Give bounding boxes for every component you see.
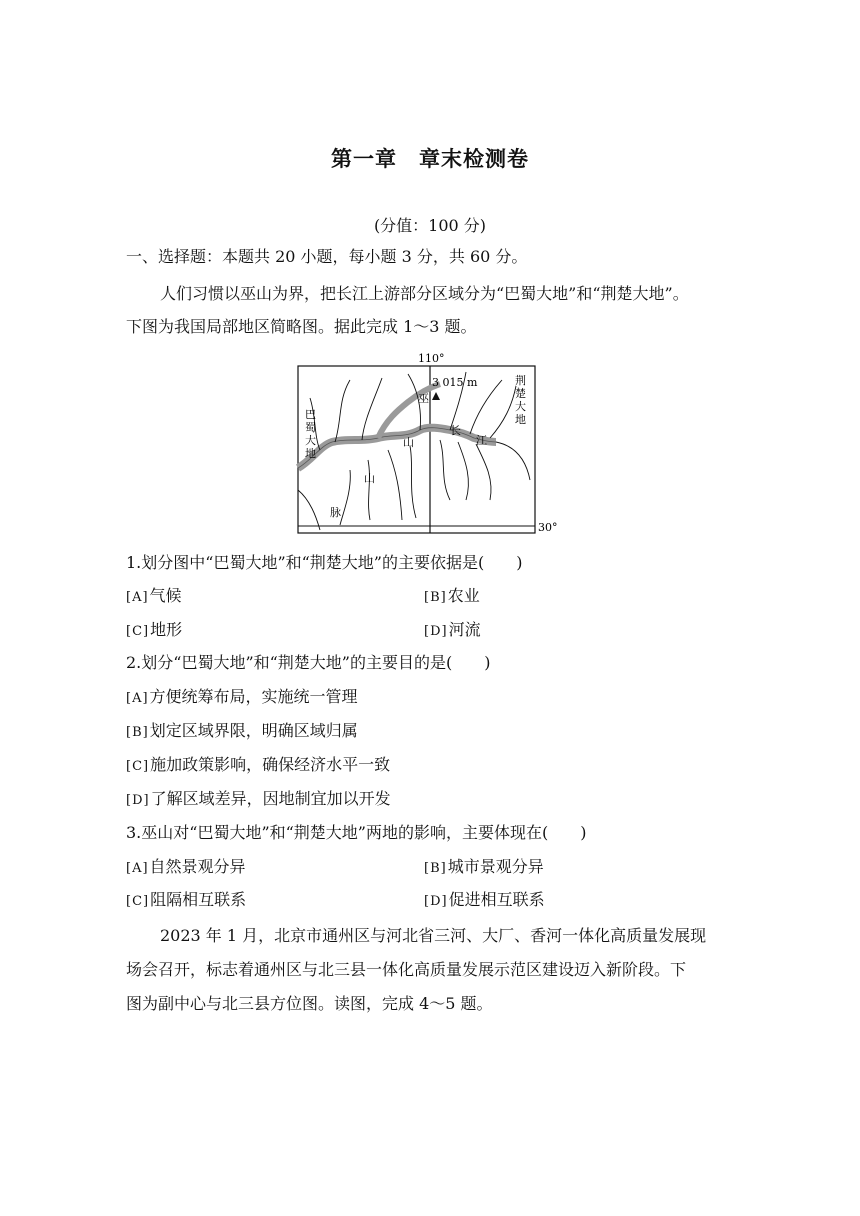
region-map [290, 350, 575, 540]
lat-label: 30° [538, 521, 558, 534]
q2-option-c[interactable]: [C]施加政策影响，确保经济水平一致 [126, 755, 391, 774]
section-heading: 一、选择题：本题共 20 小题，每小题 3 分，共 60 分。 [126, 247, 528, 266]
svg-text:大: 大 [305, 434, 316, 447]
q3-option-c[interactable]: [C]阻隔相互联系 [126, 890, 247, 909]
svg-text:大: 大 [515, 400, 526, 413]
intro2-line1: 2023 年 1 月，北京市通州区与河北省三河、大厂、香河一体化高质量发展现 [160, 926, 707, 945]
question-1-stem: 1.划分图中“巴蜀大地”和“荆楚大地”的主要依据是( ) [126, 553, 523, 572]
q2-option-b[interactable]: [B]划定区域界限，明确区域归属 [126, 721, 358, 740]
jiang-label: 江 [476, 434, 487, 447]
question-2-stem: 2.划分“巴蜀大地”和“荆楚大地”的主要目的是( ) [126, 653, 491, 672]
page-title: 第一章 章末检测卷 [331, 146, 529, 171]
intro1-line2: 下图为我国局部地区简略图。据此完成 1～3 题。 [126, 317, 477, 336]
svg-text:蜀: 蜀 [305, 421, 316, 434]
region-west-label [305, 408, 316, 460]
shan2-label: 山 [364, 472, 375, 485]
q2-option-d[interactable]: [D]了解区域差异，因地制宜加以开发 [126, 789, 391, 808]
q1-option-b[interactable]: [B]农业 [424, 586, 480, 605]
intro2-line3: 图为副中心与北三县方位图。读图，完成 4～5 题。 [126, 994, 493, 1013]
q3-option-a[interactable]: [A]自然景观分异 [126, 857, 246, 876]
intro2-line2: 场会召开，标志着通州区与北三县一体化高质量发展示范区建设迈入新阶段。下 [126, 960, 687, 979]
wu-label: 巫 [418, 392, 429, 405]
q1-option-a[interactable]: [A]气候 [126, 586, 182, 605]
lon-label: 110° [418, 352, 445, 365]
svg-text:荆: 荆 [515, 374, 526, 387]
svg-text:楚: 楚 [515, 387, 526, 400]
mai-label: 脉 [330, 506, 341, 519]
q3-option-b[interactable]: [B]城市景观分异 [424, 857, 544, 876]
shan1-label: 山 [403, 436, 414, 449]
elevation-label: 3 015 m [432, 376, 478, 389]
score-note: (分值：100 分) [373, 216, 487, 235]
question-3-stem: 3.巫山对“巴蜀大地”和“荆楚大地”两地的影响，主要体现在( ) [126, 823, 587, 842]
svg-text:地: 地 [515, 413, 526, 426]
q1-option-d[interactable]: [D]河流 [424, 620, 481, 639]
q3-option-d[interactable]: [D]促进相互联系 [424, 890, 545, 909]
region-east-label [515, 373, 526, 426]
chang-label: 长 [450, 424, 461, 437]
svg-text:地: 地 [305, 447, 316, 460]
q1-option-c[interactable]: [C]地形 [126, 620, 183, 639]
q2-option-a[interactable]: [A]方便统筹布局，实施统一管理 [126, 687, 358, 706]
svg-text:巴: 巴 [305, 408, 316, 421]
intro1-line1: 人们习惯以巫山为界，把长江上游部分区域分为“巴蜀大地”和“荆楚大地”。 [160, 284, 689, 303]
